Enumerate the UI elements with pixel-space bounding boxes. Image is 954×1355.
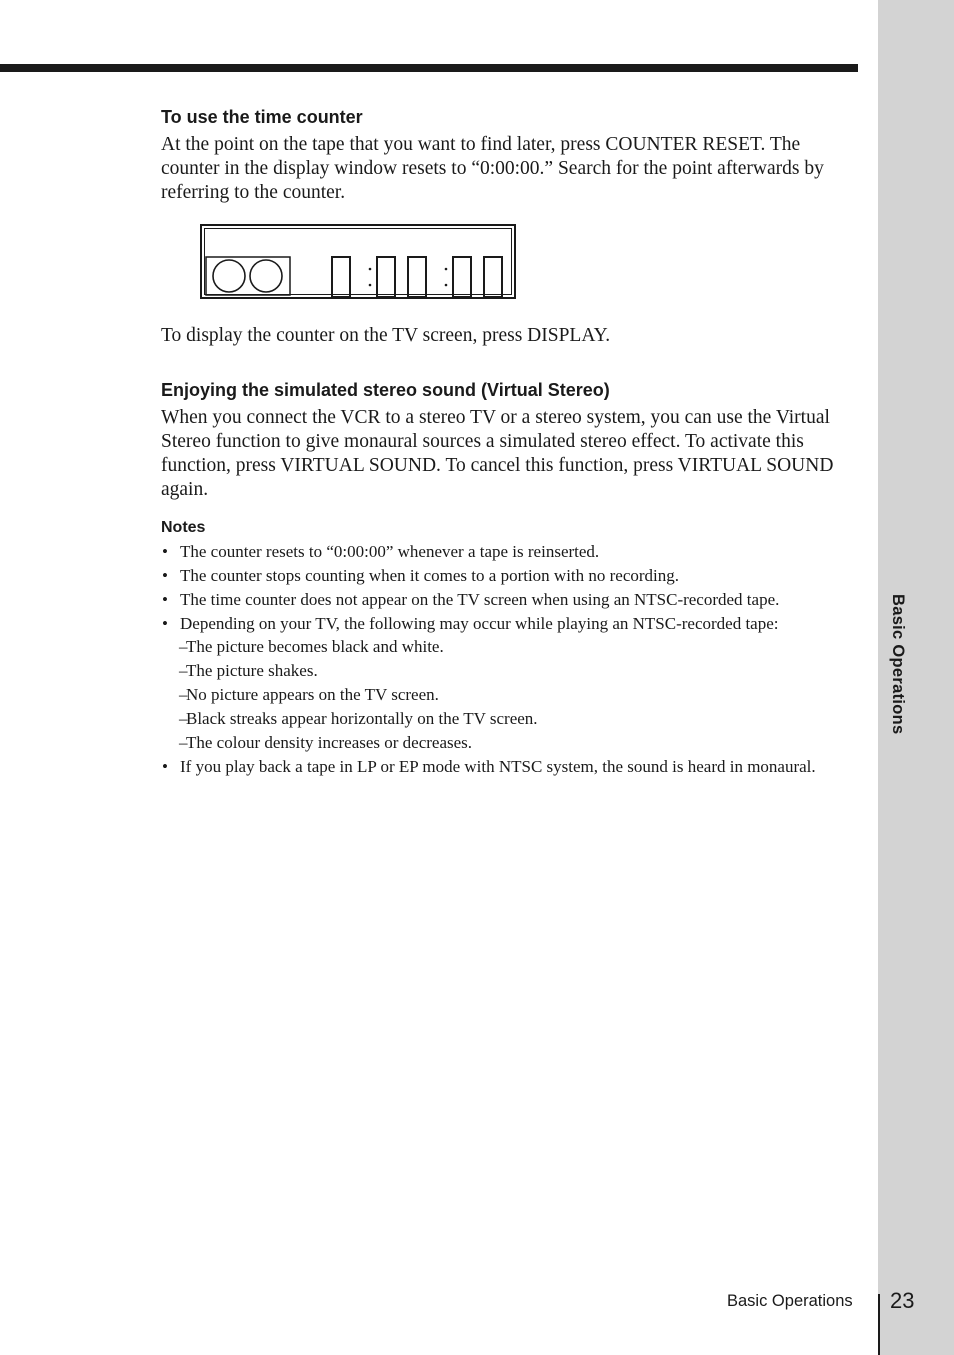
counter-colon-dot <box>445 284 448 287</box>
note-subitem: – No picture appears on the TV screen. <box>179 685 439 704</box>
note-subitem: – Black streaks appear horizontally on the TV screen. <box>179 709 538 728</box>
time-counter-paragraph: At the point on the tape that you want to find later, press COUNTER RESET. The counter in the display window resets to “0:00:00.” Search for the point afterwards by referring to the counter. <box>161 134 824 203</box>
note-item: • If you play back a tape in LP or EP mode with NTSC system, the sound is heard in monaural. <box>162 757 816 776</box>
tape-reel-left-icon <box>213 260 245 292</box>
page-number: 23 <box>890 1288 915 1313</box>
note-subitem: – The picture shakes. <box>179 661 318 680</box>
counter-display-illustration <box>200 224 516 299</box>
section-heading-time-counter: To use the time counter <box>161 107 363 127</box>
section-heading-virtual-stereo: Enjoying the simulated stereo sound (Virtual Stereo) <box>161 380 610 400</box>
counter-digits <box>332 257 502 297</box>
counter-colon-dot <box>369 284 372 287</box>
notes-heading: Notes <box>161 519 206 536</box>
side-tab-label: Basic Operations <box>889 594 907 735</box>
footer-section-label: Basic Operations <box>727 1292 853 1310</box>
display-counter-paragraph: To display the counter on the TV screen, press DISPLAY. <box>161 325 611 346</box>
top-rule <box>0 64 858 72</box>
note-subitem: – The picture becomes black and white. <box>179 637 444 656</box>
counter-display-graphic <box>202 226 518 301</box>
footer-rule <box>878 1294 880 1355</box>
note-sublist <box>180 636 861 753</box>
note-item: • Depending on your TV, the following may occur while playing an NTSC-recorded tape: – The picture becomes black and white. – The picture shakes. – No picture appears on the TV screen. – Black streaks appear horizontally on the TV screen. – The colour density increases or decreases. <box>161 613 861 753</box>
note-subitem: – The colour density increases or decreases. <box>179 733 473 752</box>
virtual-stereo-paragraph: When you connect the VCR to a stereo TV or a stereo system, you can use the Virtual Stereo function to give monaural sources a simulated stereo effect. To activate this function, press VIRTUAL SOUND. To cancel this function, press VIRTUAL SOUND again. <box>161 407 834 500</box>
notes-list <box>161 541 861 777</box>
counter-colon-dot <box>445 268 448 271</box>
note-item: • The time counter does not appear on the TV screen when using an NTSC-recorded tape. <box>162 590 780 609</box>
note-item: • The counter stops counting when it comes to a portion with no recording. <box>162 566 680 585</box>
counter-colon-dot <box>369 268 372 271</box>
note-item: • The counter resets to “0:00:00” whenever a tape is reinserted. <box>162 542 600 561</box>
tape-reel-right-icon <box>250 260 282 292</box>
page-content <box>161 105 861 780</box>
